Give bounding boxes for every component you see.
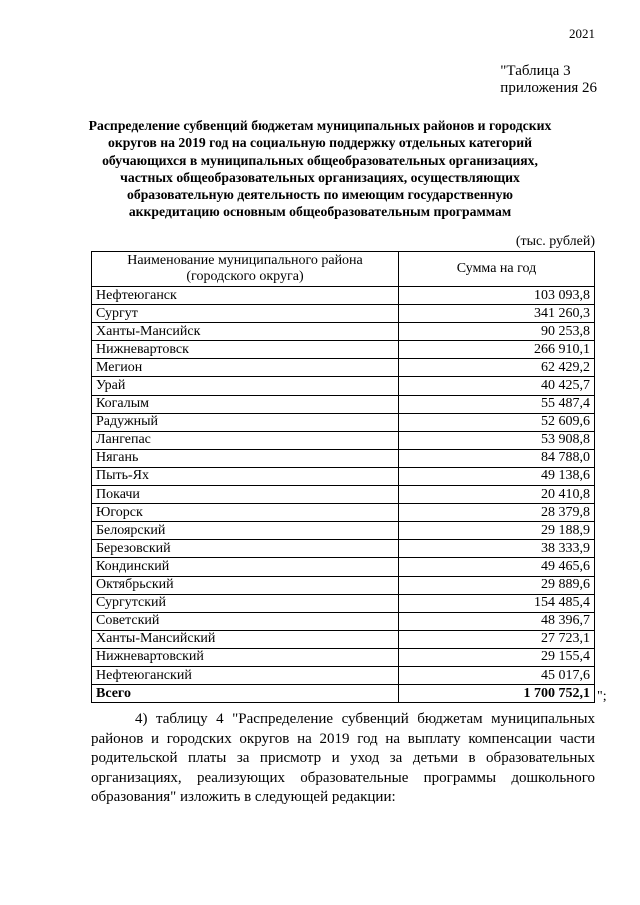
municipality-name: Советский bbox=[92, 612, 399, 630]
municipality-name: Нефтеюганск bbox=[92, 287, 399, 305]
header-municipality bbox=[92, 252, 399, 287]
municipality-name: Мегион bbox=[92, 359, 399, 377]
municipality-name: Радужный bbox=[92, 413, 399, 431]
amount-value: 28 379,8 bbox=[399, 504, 595, 522]
table-row bbox=[92, 576, 595, 594]
amount-value: 52 609,6 bbox=[399, 413, 595, 431]
municipality-name: Когалым bbox=[92, 395, 399, 413]
municipality-name: Белоярский bbox=[92, 522, 399, 540]
amount-value: 45 017,6 bbox=[399, 666, 595, 684]
table-row bbox=[92, 341, 595, 359]
amount-value: 29 155,4 bbox=[399, 648, 595, 666]
table-row bbox=[92, 504, 595, 522]
municipality-name: Нижневартовск bbox=[92, 341, 399, 359]
amount-value: 55 487,4 bbox=[399, 395, 595, 413]
table-row bbox=[92, 540, 595, 558]
title-line: аккредитацию основным общеобразовательным программам bbox=[128, 204, 512, 220]
municipality-name: Березовский bbox=[92, 540, 399, 558]
municipality-name: Покачи bbox=[92, 486, 399, 504]
table-row bbox=[92, 648, 595, 666]
table-row bbox=[92, 305, 595, 323]
municipality-name: Ханты-Мансийский bbox=[92, 630, 399, 648]
document-title bbox=[70, 117, 570, 221]
amount-value: 266 910,1 bbox=[399, 341, 595, 359]
page-number: 2021 bbox=[569, 26, 595, 41]
amount-value: 40 425,7 bbox=[399, 377, 595, 395]
table-row bbox=[92, 431, 595, 449]
title-line: обучающихся в муниципальных общеобразовательных организациях, bbox=[102, 152, 538, 168]
municipality-name: Лангепас bbox=[92, 431, 399, 449]
title-line: частных общеобразовательных организациях, осуществляющих bbox=[120, 169, 520, 185]
title-line: округов на 2019 год на социальную поддержку отдельных категорий bbox=[108, 135, 532, 151]
table-header-row bbox=[92, 252, 595, 287]
amount-value: 48 396,7 bbox=[399, 612, 595, 630]
table-row bbox=[92, 558, 595, 576]
municipality-name: Сургутский bbox=[92, 594, 399, 612]
amendment-paragraph: 4) таблицу 4 "Распределение субвенций бюджетам муниципальных районов и городских округов на 2019 год на выплату компенсации части родительской платы за присмотр и уход за детьми в образовательных организациях, реализующих образовательные программы дошкольного образования" изложить в следующей редакции: bbox=[91, 711, 595, 805]
table-row bbox=[92, 287, 595, 305]
municipality-name: Октябрьский bbox=[92, 576, 399, 594]
amount-value: 103 093,8 bbox=[399, 287, 595, 305]
title-line: образовательную деятельность по имеющим государственную bbox=[127, 187, 513, 203]
amount-value: 90 253,8 bbox=[399, 323, 595, 341]
table-row bbox=[92, 666, 595, 684]
table-row bbox=[92, 449, 595, 467]
amount-value: 49 465,6 bbox=[399, 558, 595, 576]
table-row bbox=[92, 630, 595, 648]
table-row bbox=[92, 467, 595, 485]
municipality-name: Югорск bbox=[92, 504, 399, 522]
table-row bbox=[92, 377, 595, 395]
amount-value: 38 333,9 bbox=[399, 540, 595, 558]
table-row bbox=[92, 612, 595, 630]
municipality-name: Кондинский bbox=[92, 558, 399, 576]
municipality-name: Нефтеюганский bbox=[92, 666, 399, 684]
total-label: Всего bbox=[92, 685, 399, 703]
amount-value: 62 429,2 bbox=[399, 359, 595, 377]
units-label: (тыс. рублей) bbox=[515, 234, 595, 249]
amount-value: 20 410,8 bbox=[399, 486, 595, 504]
amount-value: 84 788,0 bbox=[399, 449, 595, 467]
amount-value: 154 485,4 bbox=[399, 594, 595, 612]
title-line: Распределение субвенций бюджетам муниципальных районов и городских bbox=[88, 118, 552, 133]
amount-value: 49 138,6 bbox=[399, 467, 595, 485]
header-name-line1: Наименование муниципального района bbox=[127, 253, 363, 268]
header-amount: Сумма на год bbox=[399, 252, 595, 287]
municipality-name: Урай bbox=[92, 377, 399, 395]
amount-value: 27 723,1 bbox=[399, 630, 595, 648]
table-row bbox=[92, 522, 595, 540]
amount-value: 29 188,9 bbox=[399, 522, 595, 540]
total-row bbox=[92, 685, 595, 703]
table-row bbox=[92, 486, 595, 504]
table-row bbox=[92, 413, 595, 431]
amount-value: 53 908,8 bbox=[399, 431, 595, 449]
municipality-name: Нягань bbox=[92, 449, 399, 467]
subsidy-table bbox=[91, 251, 595, 703]
total-value: 1 700 752,1 bbox=[399, 685, 595, 703]
table-row bbox=[92, 359, 595, 377]
amount-value: 29 889,6 bbox=[399, 576, 595, 594]
municipality-name: Сургут bbox=[92, 305, 399, 323]
appendix-number-label: приложения 26 bbox=[500, 80, 597, 96]
table-body bbox=[92, 287, 595, 703]
municipality-name: Нижневартовский bbox=[92, 648, 399, 666]
table-row bbox=[92, 594, 595, 612]
municipality-name: Ханты-Мансийск bbox=[92, 323, 399, 341]
appendix-table-label: "Таблица 3 bbox=[500, 63, 571, 79]
header-name-line2: (городского округа) bbox=[186, 269, 304, 284]
closing-quote-mark: "; bbox=[597, 689, 607, 704]
table-row bbox=[92, 395, 595, 413]
municipality-name: Пыть-Ях bbox=[92, 467, 399, 485]
amount-value: 341 260,3 bbox=[399, 305, 595, 323]
appendix-reference bbox=[500, 63, 597, 97]
table-row bbox=[92, 323, 595, 341]
